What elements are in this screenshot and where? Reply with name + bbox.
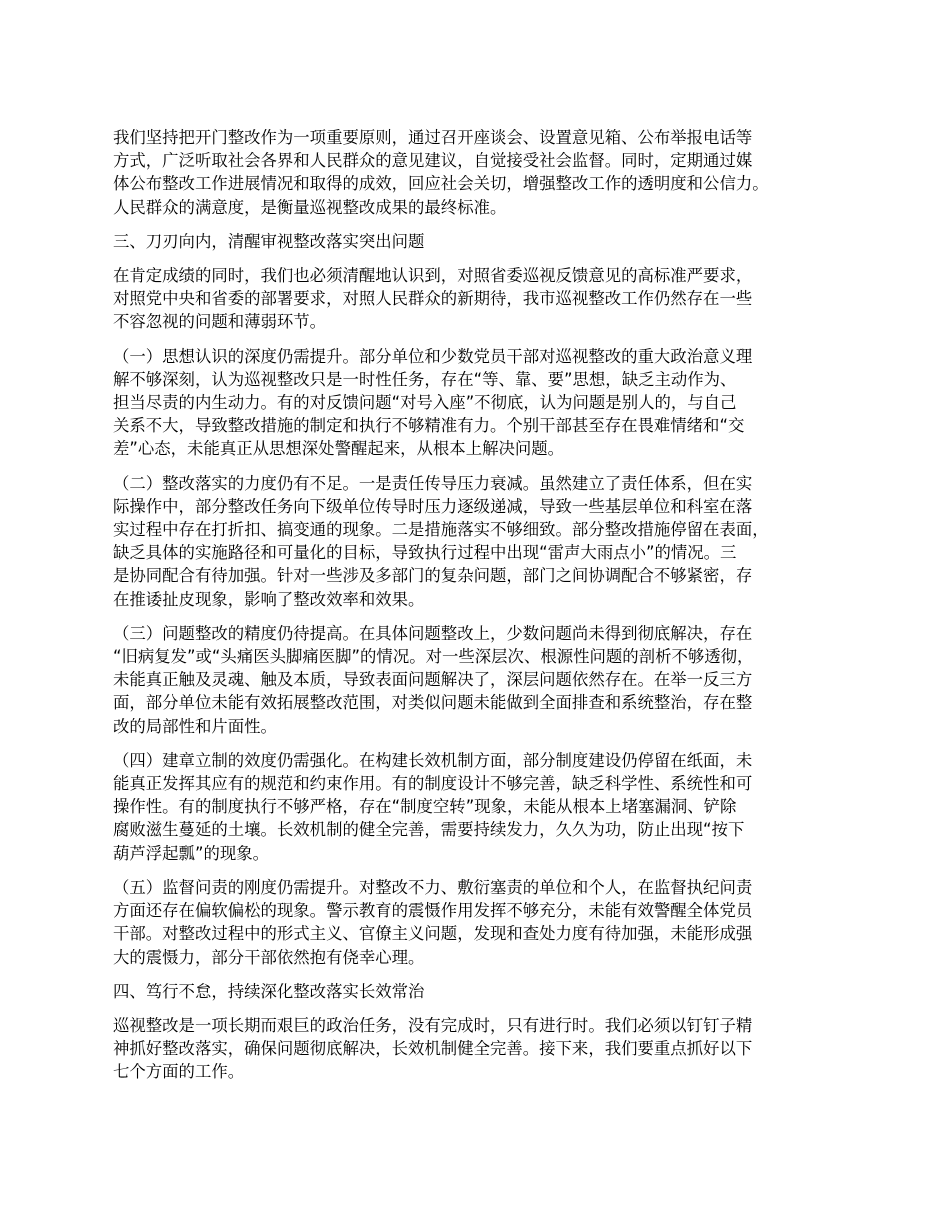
paragraph-point-three: （三）问题整改的精度仍待提高。在具体问题整改上，少数问题尚未得到彻底解决，存在 “旧病复发”或“头痛医头脚痛医脚”的情况。对一些深层次、根源性问题的剖析不够透彻， 未能真正触及灵魂、触及本质，导致表面问题解决了，深层问题依然存在。在举一反三方 面，部分单位未能有效拓展整改范围，对类似问题未能做到全面排查和系统整治，存在整 改的局部性和片面性。	[113, 623, 754, 736]
paragraph-open-rectification: 我们坚持把开门整改作为一项重要原则，通过召开座谈会、设置意见箱、公布举报电话等 方式，广泛听取社会各界和人民群众的意见建议，自觉接受社会监督。同时，定期通过媒 体公布整改工作进展情况和取得的成效，回应社会关切，增强整改工作的透明度和公信力。 人民群众的满意度，是衡量巡视整改成果的最终标准。	[113, 128, 769, 217]
paragraph-point-five: （五）监督问责的刚度仍需提升。对整改不力、敷衍塞责的单位和个人，在监督执纪问责 方面还存在偏软偏松的现象。警示教育的震慑作用发挥不够充分，未能有效警醒全体党员 干部。对整改过程中的形式主义、官僚主义问题，发现和查处力度有待加强，未能形成强 大的震慑力，部分干部依然抱有侥幸心理。	[113, 877, 753, 967]
document-body	[113, 126, 858, 1095]
paragraph-point-two: （二）整改落实的力度仍有不足。一是责任传导压力衰减。虽然建立了责任体系，但在实 际操作中，部分整改任务向下级单位传导时压力逐级递减，导致一些基层单位和科室在落 实过程中存在打折扣、搞变通的现象。二是措施落实不够细致。部分整改措施停留在表面， 缺乏具体的实施路径和可量化的目标，导致执行过程中出现“雷声大雨点小”的情况。三 是协同配合有待加强。针对一些涉及多部门的复杂问题，部门之间协调配合不够紧密，存 在推诿扯皮现象，影响了整改效率和效果。	[113, 473, 769, 609]
paragraph-point-one: （一）思想认识的深度仍需提升。部分单位和少数党员干部对巡视整改的重大政治意义理 解不够深刻，认为巡视整改只是一时性任务，存在“等、靠、要”思想，缺乏主动作为、 担当尽责的内生动力。有的对反馈问题“对号入座”不彻底，认为问题是别人的，与自己 关系不大，导致整改措施的制定和执行不够精准有力。个别干部甚至存在畏难情绪和“交 差”心态，未能真正从思想深处警醒起来，从根本上解决问题。	[113, 346, 753, 459]
section-heading-three: 三、刀刃向内，清醒审视整改落实突出问题	[113, 231, 425, 251]
paragraph-point-four: （四）建章立制的效度仍需强化。在构建长效机制方面，部分制度建设仍停留在纸面，未 能真正发挥其应有的规范和约束作用。有的制度设计不够完善，缺乏科学性、系统性和可 操作性。有的制度执行不够严格，存在“制度空转”现象，未能从根本上堵塞漏洞、铲除 腐败滋生蔓延的土壤。长效机制的健全完善，需要持续发力，久久为功，防止出现“按下 葫芦浮起瓢”的现象。	[113, 750, 753, 863]
paragraph-long-term: 巡视整改是一项长期而艰巨的政治任务，没有完成时，只有进行时。我们必须以钉钉子精 神抓好整改落实，确保问题彻底解决，长效机制健全完善。接下来，我们要重点抓好以下 七个方面的工作。	[113, 1015, 753, 1082]
section-heading-four: 四、笃行不怠，持续深化整改落实长效常治	[113, 981, 425, 1001]
paragraph-problems-intro: 在肯定成绩的同时，我们也必须清醒地认识到，对照省委巡视反馈意见的高标准严要求， 对照党中央和省委的部署要求，对照人民群众的新期待，我市巡视整改工作仍然存在一些 不容忽视的问题和薄弱环节。	[113, 266, 753, 332]
